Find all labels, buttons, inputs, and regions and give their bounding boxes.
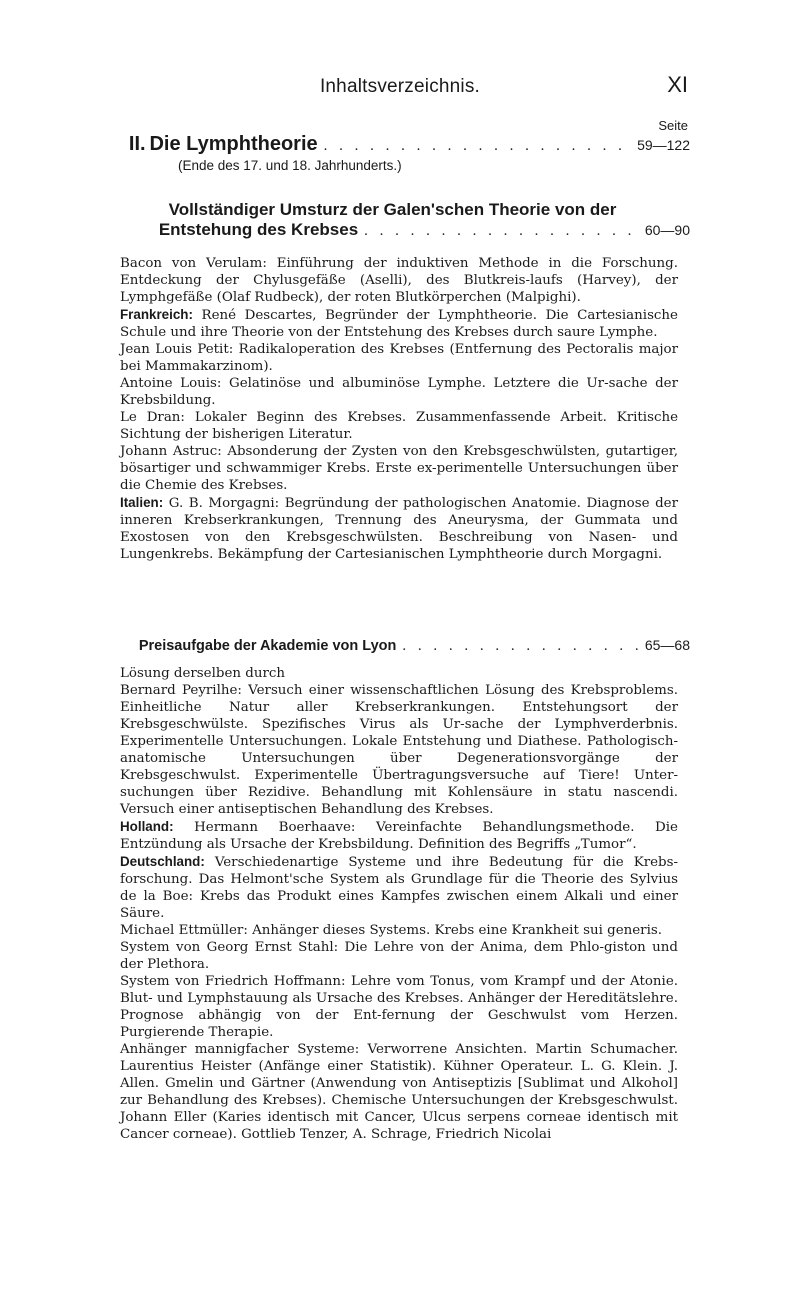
section-preis-heading <box>120 637 690 655</box>
entry-peyrilhe: Bernard Peyrilhe: Versuch einer wissenschaftlichen Lösung des Krebsproblems. Einheitliche Natur aller Krebserkrankungen. Entstehungsort der Krebsgeschwülste. Spezifisches Virus als Ur-sache der Lymphverderbnis. Experimentelle Untersuchungen. Lokale Entstehung und Diathese. Pathologisch-anatomische Untersuchungen über Degenerationsvorgänge der Krebsgeschwulst. Experimentelle Übertragungsversuche auf Tiere! Unter-suchungen über Rezidive. Behandlung mit Kohlensäure in statu nascendi. Versuch einer antiseptischen Behandlung des Krebses. <box>120 683 678 817</box>
section-title-line2: Entstehung des Krebses <box>158 220 359 239</box>
entry-country: Frankreich: <box>120 307 193 322</box>
seite-label: Seite <box>658 118 688 133</box>
section-pages: 65—68 <box>644 637 690 653</box>
section-pages: 59—122 <box>637 137 690 153</box>
entry-louis: Antoine Louis: Gelatinöse und albuminöse Lymphe. Letztere die Ur-sache der Krebsbildung. <box>120 376 678 408</box>
section-title-line1: Vollständiger Umsturz der Galen'schen Theorie von der <box>168 200 617 219</box>
section-title: Preisaufgabe der Akademie von Lyon <box>138 638 397 654</box>
entry-astruc: Johann Astruc: Absonderung der Zysten von den Krebsgeschwülsten, gutartiger, bösartiger und schwammiger Krebs. Erste ex-perimentelle Untersuchungen über die Chemie des Krebses. <box>120 444 678 493</box>
entry-loesung: Lösung derselben durch <box>120 666 285 681</box>
entry-deutschland <box>120 853 678 922</box>
entry-text: René Descartes, Begründer der Lymphtheorie. Die Cartesianische Schule und ihre Theorie von der Entstehung des Krebses durch saure Lymphe. <box>120 308 678 340</box>
section-umsturz-heading <box>120 200 690 240</box>
dot-leader <box>402 638 640 655</box>
entry-bacon: Bacon von Verulam: Einführung der induktiven Methode in die Forschung. Entdeckung der Chylusgefäße (Aselli), des Blutkreis-laufs (Harvey), der Lymphgefäße (Olaf Rudbeck), der roten Blutkörperchen (Malpighi). <box>120 256 678 305</box>
entry-frankreich <box>120 306 678 341</box>
entry-text: Verschiedenartige Systeme und ihre Bedeutung für die Krebs-forschung. Das Helmont'sche System als Grundlage für die Theorie des Sylvius de la Boe: Krebs das Produkt eines Kampfes zwischen einem Alkali und einer Säure. <box>120 855 678 921</box>
entry-anhaenger: Anhänger mannigfacher Systeme: Verworrene Ansichten. Martin Schumacher. Laurentius Heister (Anfänge einer Statistik). Kühner Operateur. L. G. Klein. J. Allen. Gmelin und Gärtner (Anwendung von Antiseptizis [Sublimat und Alkohol] zur Behandlung des Krebses). Chemische Untersuchungen der Krebsgeschwulst. Johann Eller (Karies identisch mit Cancer, Ulcus serpens corneae identisch mit Cancer corneae). Gottlieb Tenzer, A. Schrage, Friedrich Nicolai <box>120 1042 678 1142</box>
entry-stahl: System von Georg Ernst Stahl: Die Lehre von der Anima, dem Phlo-giston und der Plethora. <box>120 940 678 972</box>
entry-ettmueller: Michael Ettmüller: Anhänger dieses Systems. Krebs eine Krankheit sui generis. <box>120 923 662 938</box>
entry-petit: Jean Louis Petit: Radikaloperation des Krebses (Entfernung des Pectoralis major bei Mammakarzinom). <box>120 342 678 374</box>
section-numeral: II. <box>128 133 146 155</box>
dot-leader <box>324 138 633 155</box>
section-umsturz-body <box>120 255 678 563</box>
entry-text: G. B. Morgagni: Begründung der pathologischen Anatomie. Diagnose der inneren Krebserkrankungen, Trennung des Aneurysma, der Gummata und Exostosen von den Krebsgeschwülsten. Beschreibung von Nasen- und Lungenkrebs. Bekämpfung der Cartesianischen Lymphtheorie durch Morgagni. <box>120 496 678 562</box>
entry-country: Deutschland: <box>120 854 205 869</box>
entry-dran: Le Dran: Lokaler Beginn des Krebses. Zusammenfassende Arbeit. Kritische Sichtung der bisherigen Literatur. <box>120 410 678 442</box>
entry-holland <box>120 818 678 853</box>
page-number: XI <box>667 72 688 97</box>
section-title: Die Lymphtheorie <box>149 133 318 155</box>
entry-hoffmann: System von Friedrich Hoffmann: Lehre vom Tonus, vom Krampf und der Atonie. Blut- und Lymphstauung als Ursache des Krebses. Anhänger der Hereditätslehre. Prognose abhängig von der Ent-fernung der Geschwulst vom Herzen. Purgierende Therapie. <box>120 974 678 1040</box>
section-subtitle: (Ende des 17. und 18. Jahrhunderts.) <box>178 158 402 173</box>
entry-text: Hermann Boerhaave: Vereinfachte Behandlungsmethode. Die Entzündung als Ursache der Krebsbildung. Definition des Begriffs „Tumor“. <box>120 820 678 852</box>
entry-country: Italien: <box>120 495 164 510</box>
section-pages: 60—90 <box>644 222 690 238</box>
dot-leader <box>364 223 641 240</box>
running-title: Inhaltsverzeichnis. <box>319 76 481 97</box>
entry-italien <box>120 494 678 563</box>
entry-country: Holland: <box>120 819 174 834</box>
section-lymphtheorie-heading <box>120 133 690 173</box>
section-preis-body <box>120 665 678 1143</box>
